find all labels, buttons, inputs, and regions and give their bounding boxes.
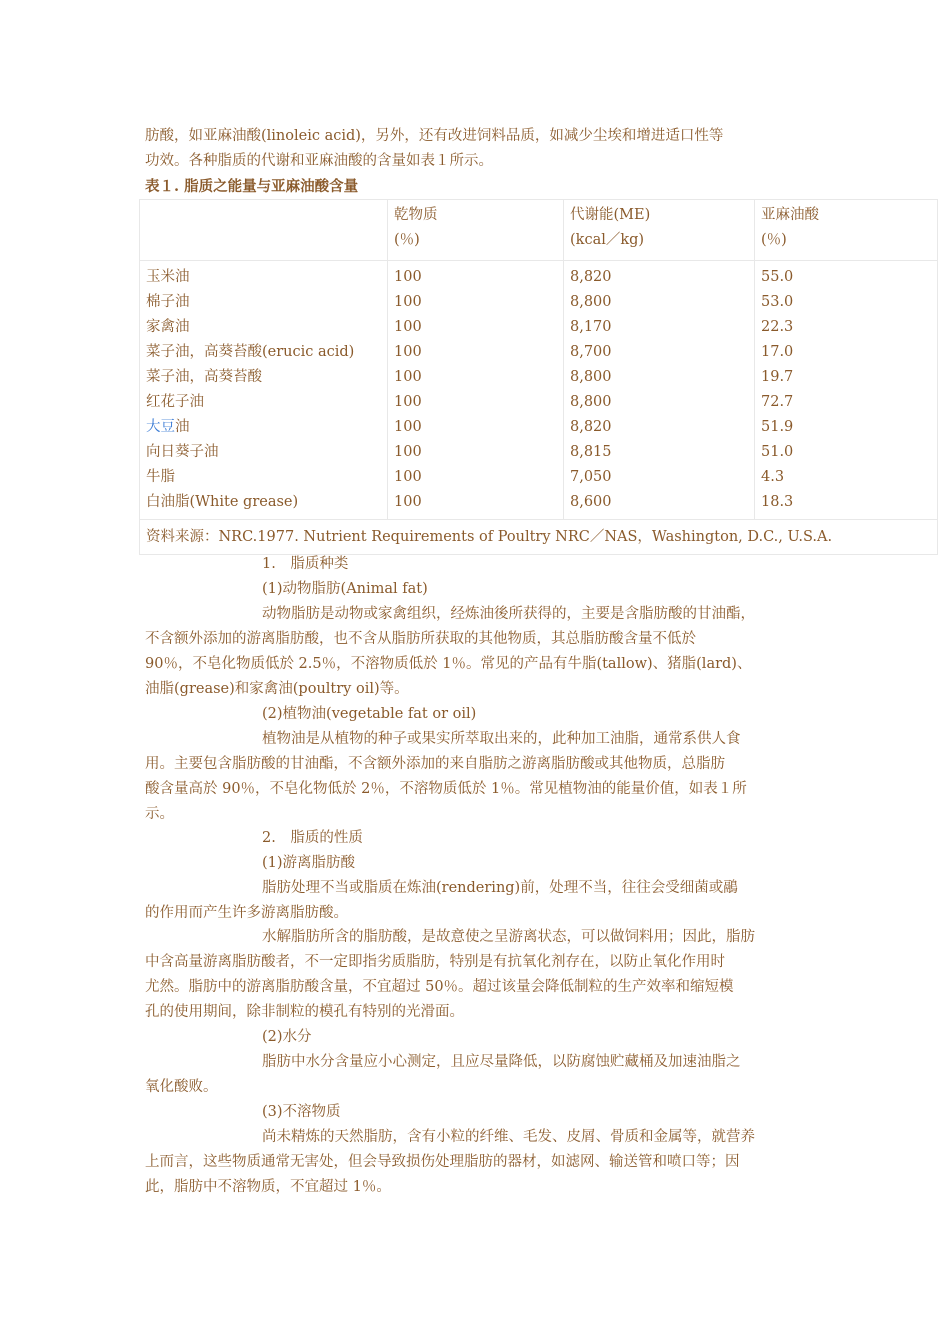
fat-name: 向日葵子油: [146, 444, 219, 460]
dry-matter-column: [388, 261, 564, 520]
value-cell: 8,800: [570, 369, 612, 385]
paragraph-line: 水解脂肪所含的脂肪酸，是故意使之呈游离状态，可以做饲料用；因此，脂肪: [262, 929, 755, 945]
value-cell: 100: [394, 344, 422, 360]
table-source-row: [140, 520, 938, 555]
value-cell: 100: [394, 369, 422, 385]
fat-name: 白油脂(White grease): [146, 494, 299, 510]
fat-name: 棉子油: [146, 294, 190, 310]
intro-line-1: 肪酸，如亚麻油酸(linoleic acid)，另外，还有改进饲料品质，如减少尘埃和增进适口性等: [145, 128, 724, 144]
header-unit: (kcal／kg): [570, 232, 645, 248]
value-cell: 4.3: [761, 469, 785, 485]
value-cell: 17.0: [761, 344, 794, 360]
paragraph-line: 脂肪处理不当或脂质在炼油(rendering)前，处理不当，往往会受细菌或鷊: [262, 880, 738, 896]
value-cell: 18.3: [761, 494, 794, 510]
value-cell: 55.0: [761, 269, 794, 285]
header-line: 代谢能(ME): [570, 207, 651, 223]
value-cell: 72.7: [761, 394, 794, 410]
paragraph-line: 用。主要包含脂肪酸的甘油酯，不含额外添加的来自脂肪之游离脂肪酸或其他物质，总脂肪: [145, 756, 725, 772]
value-cell: 100: [394, 269, 422, 285]
paragraph-line: 氧化酸败。: [145, 1079, 218, 1095]
value-cell: 8,700: [570, 344, 612, 360]
value-cell: 8,800: [570, 394, 612, 410]
fat-name-suffix: 油: [175, 419, 190, 435]
fat-name: 玉米油: [146, 269, 190, 285]
section-1-title: 1. 脂质种类: [262, 556, 349, 572]
value-cell: 8,170: [570, 319, 612, 335]
header-line: 亚麻油酸: [761, 207, 819, 223]
value-cell: 53.0: [761, 294, 794, 310]
table-caption: 表１. 脂质之能量与亚麻油酸含量: [145, 178, 359, 195]
value-cell: 100: [394, 319, 422, 335]
table-header-row: [140, 200, 938, 261]
value-cell: 19.7: [761, 369, 794, 385]
paragraph-line: 脂肪中水分含量应小心测定，且应尽量降低，以防腐蚀贮藏桶及加速油脂之: [262, 1054, 741, 1070]
fat-energy-table: [139, 199, 938, 555]
paragraph-line: 尤然。脂肪中的游离脂肪酸含量，不宜超过 50％。超过该量会降低制粒的生产效率和缩短模: [145, 979, 734, 995]
fat-name: 牛脂: [146, 469, 175, 485]
table-body-row: [140, 261, 938, 520]
value-cell: 8,815: [570, 444, 612, 460]
paragraph-line: 酸含量高於 90％，不皂化物低於 2％，不溶物质低於 1％。常见植物油的能量价值，如表１所: [145, 781, 747, 797]
header-line: 乾物质: [394, 207, 438, 223]
fat-name: 菜子油，高葵苔酸: [146, 369, 262, 385]
paragraph-line: 示。: [145, 806, 174, 822]
me-column: [564, 261, 755, 520]
value-cell: 7,050: [570, 469, 612, 485]
value-cell: 51.9: [761, 419, 794, 435]
header-empty-cell: [140, 200, 388, 261]
paragraph-line: 不含额外添加的游离脂肪酸，也不含从脂肪所获取的其他物质，其总脂肪酸含量不低於: [145, 631, 696, 647]
paragraph-line: 中含高量游离脂肪酸者，不一定即指劣质脂肪，特别是有抗氧化剂存在，以防止氧化作用时: [145, 954, 725, 970]
header-unit: (％): [394, 232, 420, 248]
names-column: [140, 261, 388, 520]
linoleic-column: [755, 261, 938, 520]
value-cell: 100: [394, 444, 422, 460]
section-1-2-title: (2)植物油(vegetable fat or oil): [262, 706, 477, 722]
value-cell: 8,600: [570, 494, 612, 510]
section-2-title: 2. 脂质的性质: [262, 830, 363, 846]
section-2-3-title: (3)不溶物质: [262, 1104, 341, 1120]
paragraph-line: 油脂(grease)和家禽油(poultry oil)等。: [145, 681, 409, 697]
fat-name: 红花子油: [146, 394, 204, 410]
value-cell: 22.3: [761, 319, 794, 335]
value-cell: 100: [394, 394, 422, 410]
table-source: 资料来源：NRC.1977. Nutrient Requirements of Poultry NRC／NAS，Washington, D.C., U.S.A.: [140, 520, 938, 555]
value-cell: 51.0: [761, 444, 794, 460]
fat-name: 菜子油，高葵苔酸(erucic acid): [146, 344, 355, 360]
header-me: [564, 200, 755, 261]
intro-line-2: 功效。各种脂质的代谢和亚麻油酸的含量如表１所示。: [145, 153, 493, 169]
paragraph-line: 尚未精炼的天然脂肪，含有小粒的纤维、毛发、皮屑、骨质和金属等，就营养: [262, 1129, 755, 1145]
value-cell: 8,820: [570, 269, 612, 285]
paragraph-line: 动物脂肪是动物或家禽组织，经炼油後所获得的，主要是含脂肪酸的甘油酯，: [262, 606, 755, 622]
header-dry-matter: [388, 200, 564, 261]
soybean-link[interactable]: 大豆: [146, 419, 175, 435]
paragraph-line: 植物油是从植物的种子或果实所萃取出来的，此种加工油脂，通常系供人食: [262, 731, 741, 747]
fat-name-soybean: [146, 415, 381, 440]
section-1-1-title: (1)动物脂肪(Animal fat): [262, 581, 428, 597]
value-cell: 100: [394, 419, 422, 435]
paragraph-line: 孔的使用期间，除非制粒的模孔有特别的光滑面。: [145, 1004, 464, 1020]
fat-name: 家禽油: [146, 319, 190, 335]
paragraph-line: 此，脂肪中不溶物质，不宜超过 1％。: [145, 1179, 391, 1195]
header-unit: (％): [761, 232, 787, 248]
value-cell: 100: [394, 294, 422, 310]
header-linoleic: [755, 200, 938, 261]
value-cell: 8,820: [570, 419, 612, 435]
paragraph-line: 90％，不皂化物质低於 2.5％，不溶物质低於 1％。常见的产品有牛脂(tallow)、猪脂(lard)、: [145, 656, 752, 672]
paragraph-line: 的作用而产生许多游离脂肪酸。: [145, 905, 348, 921]
section-2-2-title: (2)水分: [262, 1029, 312, 1045]
value-cell: 8,800: [570, 294, 612, 310]
value-cell: 100: [394, 469, 422, 485]
value-cell: 100: [394, 494, 422, 510]
paragraph-line: 上而言，这些物质通常无害处，但会导致损伤处理脂肪的器材，如滤网、输送管和喷口等；因: [145, 1154, 740, 1170]
section-2-1-title: (1)游离脂肪酸: [262, 855, 356, 871]
